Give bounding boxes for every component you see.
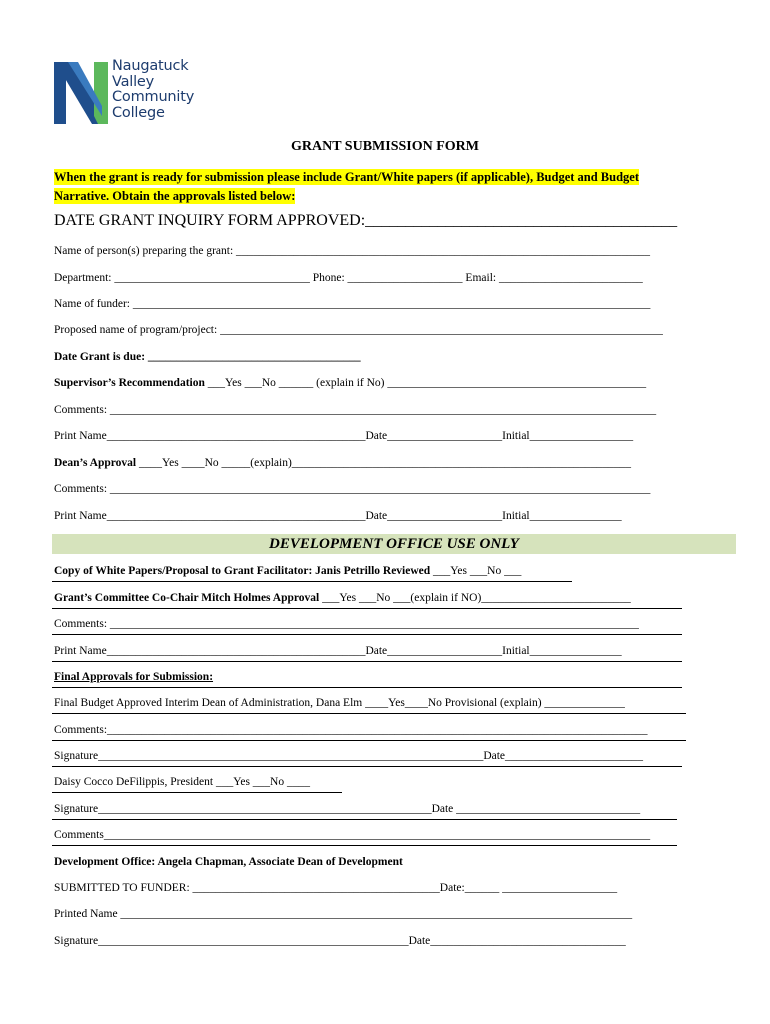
divider (52, 661, 682, 662)
committee-options[interactable]: ___Yes ___No ___(explain if NO)__________________________ (319, 592, 631, 604)
white-papers-label: Copy of White Papers/Proposal to Grant Facilitator: Janis Petrillo Reviewed (54, 565, 431, 577)
logo-line-3: Community (112, 89, 195, 105)
dean-print-name[interactable]: Print Name_____________________________________________Date____________________Initial________________ (54, 510, 622, 522)
submitted-to-funder[interactable]: SUBMITTED TO FUNDER: ___________________________________________Date:______ ____________________ (54, 882, 618, 894)
program-field[interactable]: Proposed name of program/project: _____________________________________________________________________________ (54, 324, 663, 336)
final-comments[interactable]: Comments:______________________________________________________________________________________________ (54, 724, 648, 736)
date-due-blank[interactable]: _____________________________________ (145, 351, 361, 363)
printed-name-field[interactable]: Printed Name _________________________________________________________________________________________ (54, 908, 633, 920)
date-due-label: Date Grant is due: (54, 351, 146, 363)
date-due-field[interactable] (54, 350, 361, 364)
committee-label: Grant’s Committee Co-Chair Mitch Holmes Approval (54, 592, 320, 604)
divider (52, 713, 686, 714)
logo-line-4: College (112, 104, 165, 121)
divider (52, 608, 682, 609)
development-office-label: Development Office: Angela Chapman, Associate Dean of Development (54, 856, 403, 868)
final-approvals-header: Final Approvals for Submission: (54, 671, 214, 683)
instructions-line-1: When the grant is ready for submission please include Grant/White papers (if applicable), Budget and Budget (54, 170, 640, 184)
department-phone-email-field[interactable]: Department: __________________________________ Phone: ____________________ Email: _________________________ (54, 272, 643, 284)
development-office-header (52, 534, 736, 554)
development-signature[interactable]: Signature______________________________________________________Date__________________________________ (54, 935, 626, 947)
divider (52, 634, 682, 635)
dean-approval[interactable] (54, 456, 631, 470)
nvcc-logo-icon (54, 62, 110, 124)
committee-print-name[interactable]: Print Name_____________________________________________Date____________________Initial________________ (54, 645, 622, 657)
supervisor-label: Supervisor’s Recommendation (54, 377, 205, 389)
supervisor-options[interactable]: ___Yes ___No ______ (explain if No) _____________________________________________ (204, 377, 647, 389)
final-budget-approval[interactable]: Final Budget Approved Interim Dean of Administration, Dana Elm ____Yes____No Provisional (explain) ______________ (54, 697, 625, 709)
date-inquiry-approved[interactable]: DATE GRANT INQUIRY FORM APPROVED:_______________________________________ (54, 212, 678, 229)
divider (52, 819, 677, 820)
divider (52, 845, 677, 846)
funder-field[interactable]: Name of funder: __________________________________________________________________________________________ (54, 298, 651, 310)
college-logo (54, 58, 214, 126)
supervisor-comments[interactable]: Comments: _______________________________________________________________________________________________ (54, 404, 657, 416)
divider (52, 581, 572, 582)
supervisor-print-name[interactable]: Print Name_____________________________________________Date____________________Initial__________________ (54, 430, 634, 442)
logo-text (112, 59, 194, 121)
logo-line-1: Naugatuck (112, 58, 189, 74)
divider (52, 740, 686, 741)
committee-approval[interactable] (54, 591, 631, 605)
divider (52, 687, 682, 688)
divider (52, 766, 682, 767)
dean-comments[interactable]: Comments: ______________________________________________________________________________________________ (54, 483, 651, 495)
dean-options[interactable]: ____Yes ____No _____(explain)___________________________________________________________ (136, 457, 632, 469)
dean-label: Dean’s Approval (54, 457, 137, 469)
instructions (54, 168, 714, 206)
divider (52, 792, 342, 793)
committee-comments[interactable]: Comments: ____________________________________________________________________________________________ (54, 618, 639, 630)
development-office-title: DEVELOPMENT OFFICE USE ONLY (269, 536, 519, 552)
president-comments[interactable]: Comments_______________________________________________________________________________________________ (54, 829, 651, 841)
logo-line-2: Valley (112, 73, 155, 90)
final-signature[interactable]: Signature___________________________________________________________________Date________________________ (54, 750, 644, 762)
white-papers-reviewed[interactable] (54, 564, 521, 578)
president-signature[interactable]: Signature__________________________________________________________Date ________________________________ (54, 803, 641, 815)
instructions-line-2: Narrative. Obtain the approvals listed below: (54, 189, 296, 203)
president-approval[interactable]: Daisy Cocco DeFilippis, President ___Yes ___No ____ (54, 776, 310, 788)
form-title: GRANT SUBMISSION FORM (291, 139, 479, 154)
white-papers-options[interactable]: ___Yes ___No ___ (430, 565, 522, 577)
supervisor-recommendation[interactable] (54, 376, 646, 390)
preparers-field[interactable]: Name of person(s) preparing the grant: ________________________________________________________________________ (54, 245, 651, 257)
